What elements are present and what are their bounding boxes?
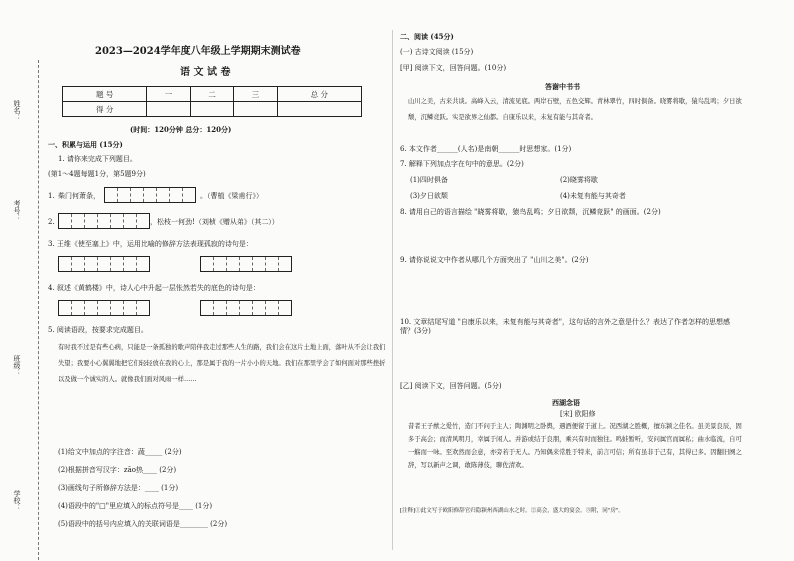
essay-note: [注释]①此文写于欧阳修辞官归隐颍州西湖山水之时。②高会，盛大的宴会。③附，同"房"。 — [400, 508, 624, 514]
column-divider — [392, 30, 393, 550]
q3-answer-grid-2[interactable] — [200, 256, 292, 272]
exam-title: 2023—2024学年度八年级上学期期末测试卷 — [95, 46, 301, 57]
q3-answer-grid-1[interactable] — [58, 256, 150, 272]
q1-number: 1. — [48, 192, 55, 200]
subq-1: (1)给文中加点的字注音：蔬_____ (2分) — [58, 448, 182, 456]
score-row-label: 得 分 — [63, 102, 147, 117]
q1-source: 。（曹植《梁甫行》） — [200, 192, 263, 200]
q2-number: 2. — [48, 218, 55, 226]
score-header-cell: 二 — [190, 87, 233, 102]
q10-text: 10. 文章结尾写道 "自康乐以来，未复有能与其奇者"，这句话的言外之意是什么？表达了作者怎样的思想感情？(3分) — [400, 318, 731, 335]
q7-item-1: (1)四时俱备 — [410, 176, 448, 184]
q4-text: 4. 叙述《黄鹤楼》中，诗人心中升起一层怅然若失的底色的诗句是： — [48, 284, 260, 292]
school-label: 学校： — [13, 490, 21, 511]
q1-answer-grid[interactable] — [104, 187, 196, 203]
score-cell[interactable] — [277, 102, 361, 117]
poem-text: 山川之美，古来共谈。高峰入云，清流见底。两岸石壁，五色交辉。青林翠竹，四时俱备。晓雾将歇，猿鸟乱鸣；夕日欲颓，沉鳞竞跃。实是欲界之仙都。自康乐以来，未复有能与其奇者。 — [408, 98, 742, 121]
score-cell[interactable] — [234, 102, 277, 117]
q7-item-2: (2)晓雾将歇 — [560, 176, 598, 184]
q7-item-4: (4)未复有能与其奇者 — [560, 192, 626, 200]
score-cell[interactable] — [190, 102, 233, 117]
essay-text: 昔者王子猷之爱竹，造门不问于主人；陶渊明之卧舆，遇酒便留于道上。况西湖之胜概，擅东颍之佳名。虽美景良辰，固多于高会；而清风明月，幸属于闲人。并游或结于良朋，乘兴有时而独往。鸣蛙暂听，安问属官而属私；曲水临流，自可一觞而一咏。至欢然而会意，亦旁若于无人。乃知偶来常胜于特来，前言可信；所有虽非于己有，其得已多。因翻旧阕之辞，写以新声之调，敢陈薄伎，聊佐清欢。 — [408, 423, 742, 469]
score-header-cell: 总 分 — [277, 87, 361, 102]
q7-text: 7. 解释下列加点字在句中的意思。(2分) — [400, 160, 524, 168]
points-note: (第1～4题每题1分，第5题9分) — [48, 170, 146, 178]
subq-2: (2)根据拼音写汉字：zāo热____ (2分) — [58, 466, 177, 474]
score-table — [62, 86, 362, 117]
score-cell[interactable] — [147, 102, 190, 117]
q4-answer-grid-1[interactable] — [58, 300, 150, 316]
score-header-cell: 三 — [234, 87, 277, 102]
q2-source: ，松枝一何劲!（刘桢《赠从弟》（其二）） — [150, 218, 279, 226]
score-header-cell: 一 — [147, 87, 190, 102]
section2-heading: 二、阅读 (45分) — [400, 32, 454, 41]
q1-lead: 柴门何萧条， — [58, 192, 100, 200]
jia-heading: [甲] 阅读下文，回答问题。(10分) — [400, 64, 507, 72]
poem-title: 答谢中书书 — [545, 82, 580, 91]
part1-heading: (一) 古诗文阅读 (15分) — [400, 48, 474, 56]
section1-heading: 一、积累与运用 (15分) — [48, 140, 123, 149]
subject-title: 语 文 试 卷 — [180, 67, 231, 78]
q3-text: 3. 王维《使至塞上》中，运用比喻的修辞方法表现孤寂的诗句是： — [48, 240, 253, 248]
q9-text: 9. 请你说说文中作者从哪几个方面突出了 "山川之美"。(2分) — [400, 256, 589, 264]
instruction: 1. 请你来完成下列题目。 — [58, 155, 137, 163]
q8-text: 8. 请用自己的语言描绘 "晓雾将歇，猿鸟乱鸣；夕日欲颓，沉鳞竞跃" 的画面。(2分) — [400, 208, 661, 216]
exam-id-label: 考号： — [13, 200, 21, 221]
q4-answer-grid-2[interactable] — [200, 300, 292, 316]
subq-5: (5)语段中的括号内应填入的关联词语是________ (2分) — [58, 520, 228, 528]
q2-answer-grid[interactable] — [58, 213, 150, 229]
class-label: 班级： — [13, 355, 21, 376]
name-label: 姓名： — [13, 100, 21, 121]
subq-4: (4)语段中的"□"里应填入的标点符号是____ (1分) — [58, 502, 213, 510]
essay-author: [宋] 欧阳修 — [560, 410, 596, 418]
score-header-cell: 题 号 — [63, 87, 147, 102]
yi-heading: [乙] 阅读下文，回答问题。(5分) — [400, 382, 502, 390]
subq-3: (3)画线句子所修辞方法是：____ (1分) — [58, 484, 179, 492]
q6-text: 6. 本文作者______(人名)是南朝______时思想家。(1分) — [400, 145, 572, 153]
time-info: (时间：120分钟 总分：120分) — [130, 125, 232, 134]
binding-line — [38, 60, 39, 560]
essay-title: 西湖念语 — [552, 398, 580, 407]
reading-passage: 有时我不过是有些心病，只能是一条孤独的歌声陪伴我走过那些人生的路，我们会在这片土地上面，落叶从不会让我们失望；我要小心翼翼地把它们轻轻放在我的心上，那是属于我的一片小小的天地。我们在那里学会了如何面对那些挫折以及做一个诚实的人。就像我们面对风雨一样…… — [58, 344, 386, 383]
q7-item-3: (3)夕日欲颓 — [410, 192, 448, 200]
q5-text: 5. 阅读语段，按要求完成题目。 — [48, 326, 148, 334]
